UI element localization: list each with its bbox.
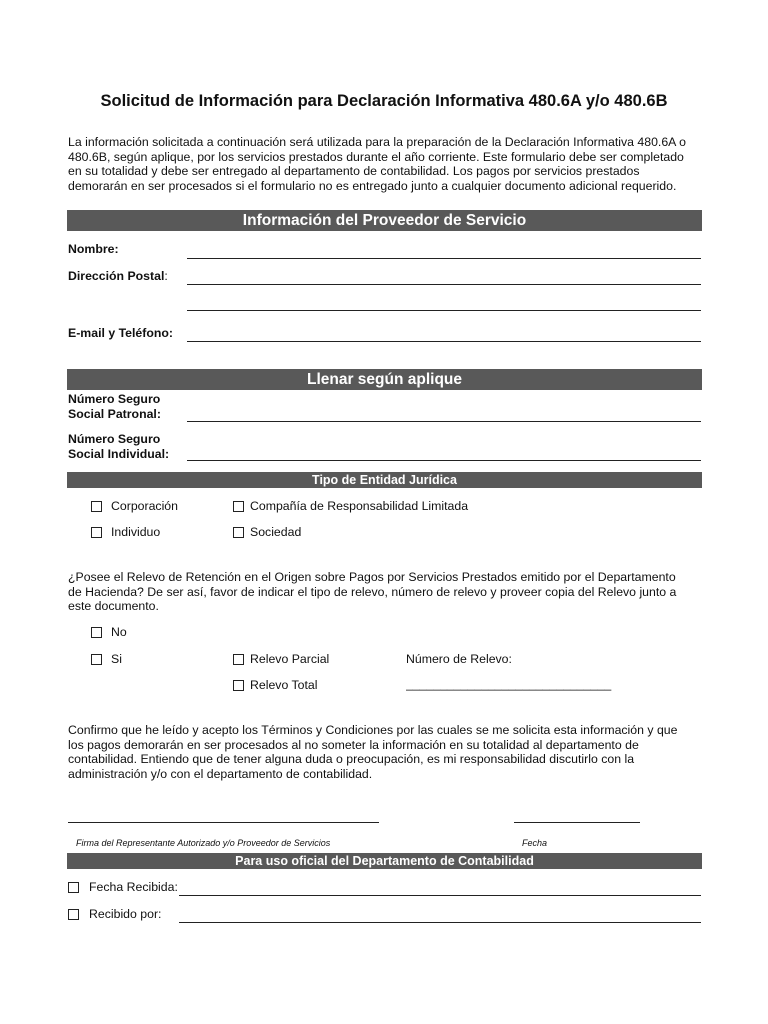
section-header-provider: Información del Proveedor de Servicio [67,210,702,231]
date-field[interactable] [514,822,640,823]
confirmation-line: Confirmo que he leído y acepto los Términos y Condiciones por las cuales se me solicita esta información y que [68,723,678,737]
ss-patronal-label-line: Social Patronal: [68,406,161,421]
name-field[interactable] [187,258,701,259]
relief-number-label: Número de Relevo: [406,652,512,666]
relief-no-checkbox[interactable] [91,627,102,638]
relief-question-line: ¿Posee el Relevo de Retención en el Origen sobre Pagos por Servicios Prestados emitido por el Departamento [68,570,676,584]
address-label-text: Dirección Postal [68,269,165,283]
received-by-checkbox[interactable] [68,909,79,920]
date-caption: Fecha [522,838,548,848]
confirmation-line: administración y/o con el departamento de contabilidad. [68,766,373,781]
ss-patronal-field[interactable] [187,421,701,422]
corporation-label: Corporación [111,499,178,513]
ss-patronal-label [68,392,161,421]
relief-partial-checkbox[interactable] [233,654,244,665]
relief-total-label: Relevo Total [250,678,318,692]
received-date-field[interactable] [179,895,701,896]
relief-no-label: No [111,625,127,639]
intro-line: La información solicitada a continuación será utilizada para la preparación de la Declaración Informativa 480.6A o [68,135,686,149]
confirmation-line: los pagos demorarán en ser procesados al no someter la información en su totalidad al departamento de [68,737,639,752]
partnership-checkbox[interactable] [233,527,244,538]
received-date-label: Fecha Recibida: [89,880,178,894]
intro-line: 480.6B, según aplique, por los servicios prestados durante el año corriente. Este formulario debe ser completado [68,149,684,164]
received-date-checkbox[interactable] [68,882,79,893]
ss-individual-label-line: Número Seguro [68,432,161,446]
email-phone-label: E-mail y Teléfono: [68,326,173,340]
individual-label: Individuo [111,525,161,539]
address-field-line-1[interactable] [187,284,701,285]
relief-total-checkbox[interactable] [233,680,244,691]
intro-line: en su totalidad y debe ser entregado al departamento de contabilidad. Los pagos por servicios prestados [68,164,640,179]
email-phone-field[interactable] [187,341,701,342]
ss-individual-field[interactable] [187,460,701,461]
relief-question [68,570,701,614]
relief-yes-checkbox[interactable] [91,654,102,665]
name-label: Nombre: [68,242,119,256]
section-header-entity: Tipo de Entidad Jurídica [67,472,702,488]
relief-partial-label: Relevo Parcial [250,652,330,666]
intro-line: demorarán en ser procesados si el formulario no es entregado junto a cualquier documento adicional requerido. [68,178,677,193]
address-label-colon: : [164,269,168,283]
signature-caption: Firma del Representante Autorizado y/o Proveedor de Servicios [76,838,331,848]
relief-number-field[interactable]: ______________________________ [406,677,612,691]
confirmation-line: contabilidad. Entiendo que de tener alguna duda o preocupación, es mi responsabilidad discutirlo con la [68,752,635,767]
section-header-apply: Llenar según aplique [67,369,702,390]
confirmation-paragraph [68,723,701,781]
received-by-label: Recibido por: [89,907,162,921]
relief-question-line: de Hacienda? De ser así, favor de indicar el tipo de relevo, número de relevo y proveer copia del Relevo junto a [68,584,677,599]
signature-field[interactable] [68,822,379,823]
llc-label: Compañía de Responsabilidad Limitada [250,499,469,513]
relief-yes-label: Si [111,652,122,666]
ss-patronal-label-line: Número Seguro [68,392,161,406]
page-title: Solicitud de Información para Declaración Informativa 480.6A y/o 480.6B [100,92,668,110]
ss-individual-label-line: Social Individual: [68,446,170,461]
received-by-field[interactable] [179,922,701,923]
section-header-official: Para uso oficial del Departamento de Contabilidad [67,853,702,869]
address-label [68,269,168,284]
partnership-label: Sociedad [250,525,302,539]
intro-paragraph [68,135,701,193]
corporation-checkbox[interactable] [91,501,102,512]
address-field-line-2[interactable] [187,310,701,311]
llc-checkbox[interactable] [233,501,244,512]
ss-individual-label [68,432,169,461]
individual-checkbox[interactable] [91,527,102,538]
relief-question-line: este documento. [68,599,159,614]
